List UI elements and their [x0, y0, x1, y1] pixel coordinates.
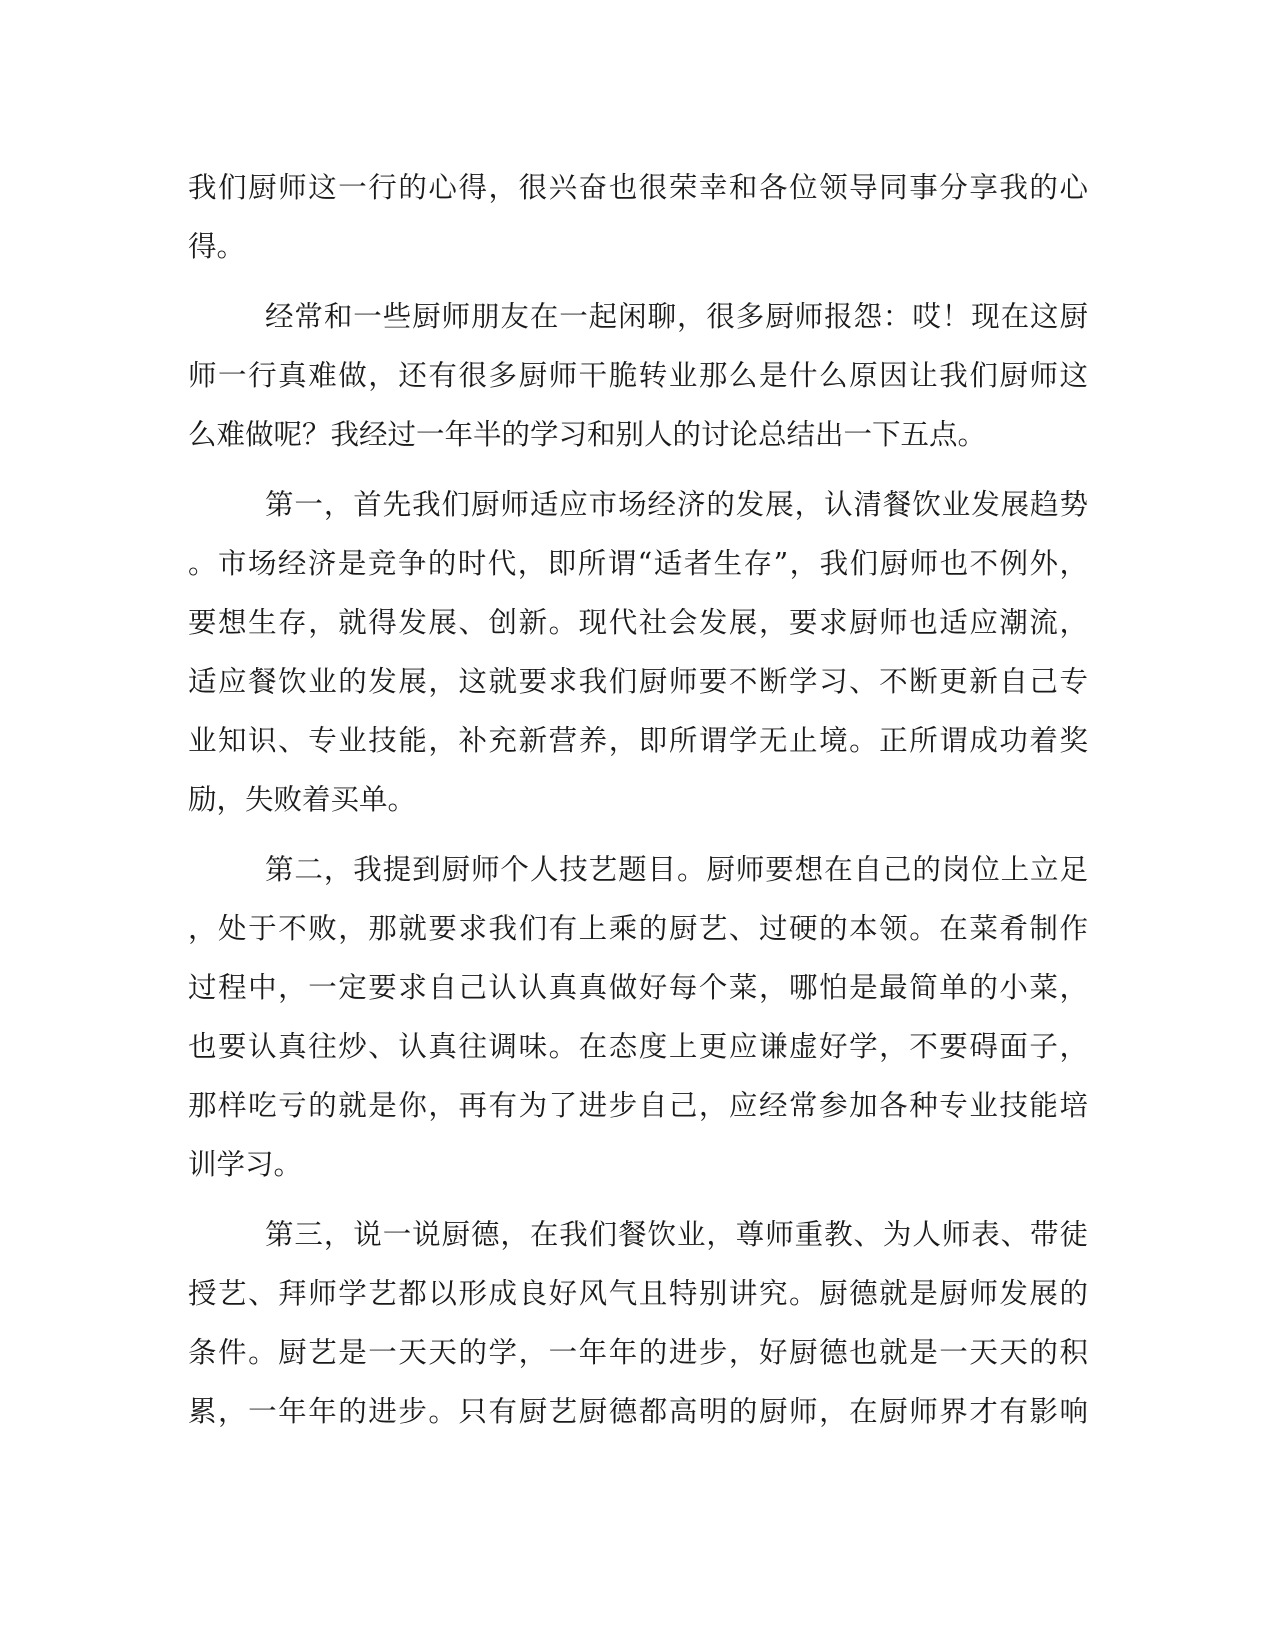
- text-line: 第一，首先我们厨师适应市场经济的发展，认清餐饮业发展趋势: [265, 488, 1088, 521]
- text-line: 条件。厨艺是一天天的学，一年年的进步，好厨德也就是一天天的积: [188, 1336, 1088, 1369]
- text-line: 经常和一些厨师朋友在一起闲聊，很多厨师报怨：哎！现在这厨: [265, 300, 1088, 333]
- text-line: 第三，说一说厨德，在我们餐饮业，尊师重教、为人师表、带徒: [265, 1218, 1088, 1251]
- text-line: 训学习。: [188, 1148, 303, 1181]
- paragraph: [188, 158, 1088, 276]
- text-line: 师一行真难做，还有很多厨师干脆转业那么是什么原因让我们厨师这: [188, 359, 1088, 392]
- text-line: 过程中，一定要求自己认认真真做好每个菜，哪怕是最简单的小菜，: [188, 971, 1088, 1004]
- text-line: 要想生存，就得发展、创新。现代社会发展，要求厨师也适应潮流，: [188, 606, 1088, 639]
- text-line: 授艺、拜师学艺都以形成良好风气且特别讲究。厨德就是厨师发展的: [188, 1277, 1088, 1310]
- paragraph: [188, 840, 1088, 1194]
- paragraph: [188, 475, 1088, 829]
- text-line: 也要认真往炒、认真往调味。在态度上更应谦虚好学，不要碍面子，: [188, 1030, 1088, 1063]
- text-line: 。市场经济是竞争的时代，即所谓“适者生存”，我们厨师也不例外，: [188, 547, 1088, 580]
- text-line: 得。: [188, 230, 246, 263]
- text-line: 业知识、专业技能，补充新营养，即所谓学无止境。正所谓成功着奖: [188, 724, 1088, 757]
- document-body: [188, 158, 1088, 1441]
- text-line: 那样吃亏的就是你，再有为了进步自己，应经常参加各种专业技能培: [188, 1089, 1088, 1122]
- text-line: 励，失败着买单。: [188, 783, 417, 816]
- text-line: 适应餐饮业的发展，这就要求我们厨师要不断学习、不断更新自己专: [188, 665, 1088, 698]
- text-line: 我们厨师这一行的心得，很兴奋也很荣幸和各位领导同事分享我的心: [188, 171, 1088, 204]
- paragraph: [188, 287, 1088, 464]
- text-line: 累，一年年的进步。只有厨艺厨德都高明的厨师，在厨师界才有影响: [188, 1395, 1088, 1428]
- text-line: 第二，我提到厨师个人技艺题目。厨师要想在自己的岗位上立足: [265, 853, 1088, 886]
- text-line: 么难做呢？我经过一年半的学习和别人的讨论总结出一下五点。: [188, 418, 987, 451]
- text-line: ，处于不败，那就要求我们有上乘的厨艺、过硬的本领。在菜肴制作: [188, 912, 1088, 945]
- paragraph: [188, 1205, 1088, 1441]
